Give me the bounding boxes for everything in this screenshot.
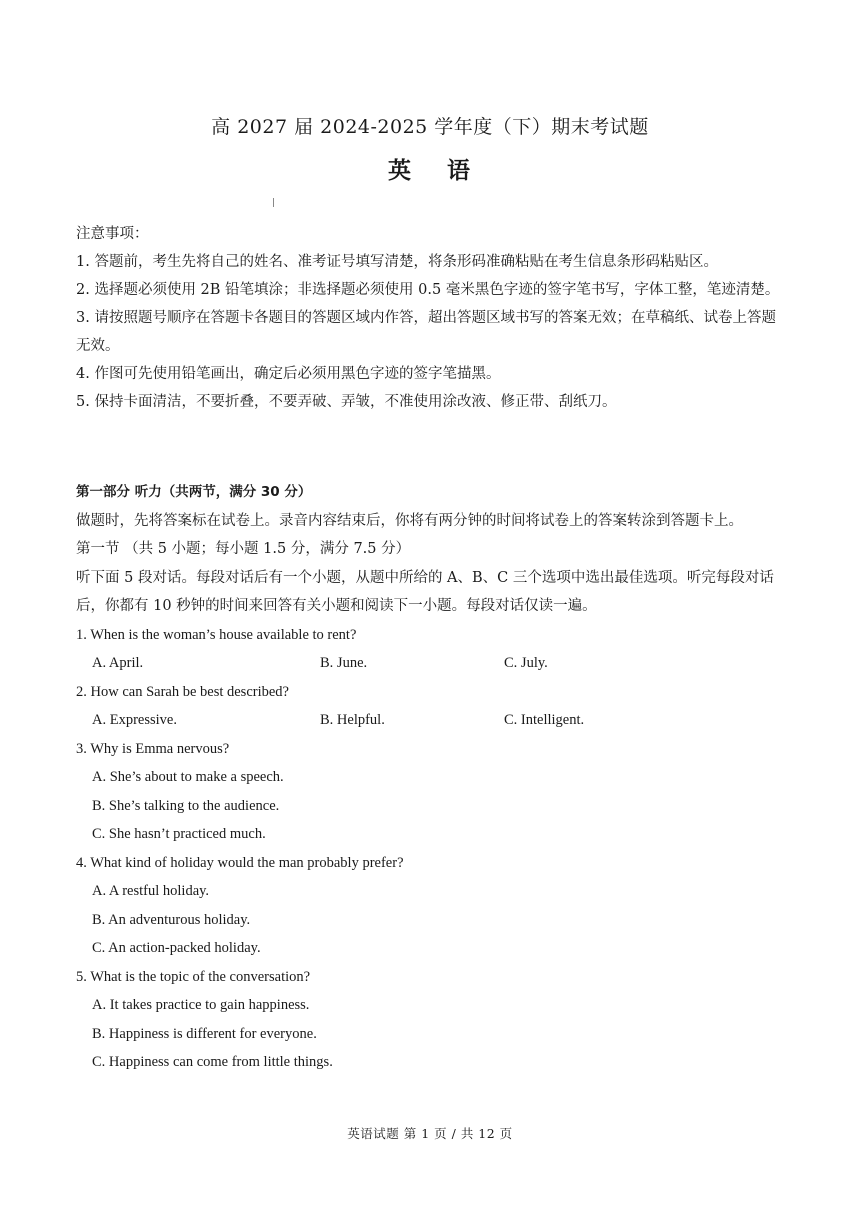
note-item: 2. 选择题必须使用 2B 铅笔填涂；非选择题必须使用 0.5 毫米黑色字迹的签字笔书写，字体工整，笔迹清楚。 [76,282,780,298]
notes-section [76,220,788,416]
option-b: B. Helpful. [320,712,385,728]
question-stem: 1. When is the woman’s house available to rent? [76,626,357,643]
option-b: B. June. [320,655,368,671]
option-a: A. She’s about to make a speech. [92,769,284,785]
part-heading: 第一部分 听力（共两节，满分 30 分） [76,484,312,500]
exam-title: 高 2027 届 2024-2025 学年度（下）期末考试题 [211,116,649,138]
question-stem: 2. How can Sarah be best described? [76,683,289,700]
option-b: B. Happiness is different for everyone. [92,1025,317,1042]
option-c: C. July. [504,655,548,671]
scan-mark [273,198,274,207]
option-a: A. April. [92,655,144,671]
option-row [76,706,788,735]
note-item: 4. 作图可先使用铅笔画出，确定后必须用黑色字迹的签字笔描黑。 [76,366,501,382]
note-item: 1. 答题前，考生先将自己的姓名、准考证号填写清楚，将条形码准确粘贴在考生信息条形码粘贴区。 [76,254,718,270]
listening-part [76,478,788,1077]
section-heading: 第一节 （共 5 小题；每小题 1.5 分，满分 7.5 分） [76,541,411,557]
option-b: B. She’s talking to the audience. [92,797,280,814]
option-c: C. An action-packed holiday. [92,940,261,956]
page-footer: 英语试题 第 1 页 / 共 12 页 [347,1126,513,1141]
subject-title: 英 语 [387,157,484,184]
question-stem: 4. What kind of holiday would the man probably prefer? [76,854,404,871]
notes-heading: 注意事项： [76,226,149,242]
option-a: A. Expressive. [92,712,177,728]
option-a: A. It takes practice to gain happiness. [92,997,310,1013]
option-a: A. A restful holiday. [92,883,210,899]
option-b: B. An adventurous holiday. [92,911,251,928]
part-instructions: 做题时，先将答案标在试卷上。录音内容结束后，你将有两分钟的时间将试卷上的答案转涂到答题卡上。 [76,512,743,529]
option-c: C. She hasn’t practiced much. [92,826,266,842]
question-stem: 5. What is the topic of the conversation? [76,968,311,985]
option-row [76,649,788,678]
section-instructions: 听下面 5 段对话。每段对话后有一个小题，从题中所给的 A、B、C 三个选项中选出最佳选项。听完每段对话后，你都有 10 秒钟的时间来回答有关小题和阅读下一小题。每段对话仅读一遍。 [76,569,774,614]
note-item: 5. 保持卡面清洁，不要折叠，不要弄破、弄皱，不准使用涂改液、修正带、刮纸刀。 [76,394,617,410]
option-c: C. Happiness can come from little things. [92,1054,333,1070]
note-item: 3. 请按照题号顺序在答题卡各题目的答题区域内作答，超出答题区域书写的答案无效；在草稿纸、试卷上答题无效。 [76,310,776,354]
question-stem: 3. Why is Emma nervous? [76,740,230,757]
option-c: C. Intelligent. [504,712,585,728]
